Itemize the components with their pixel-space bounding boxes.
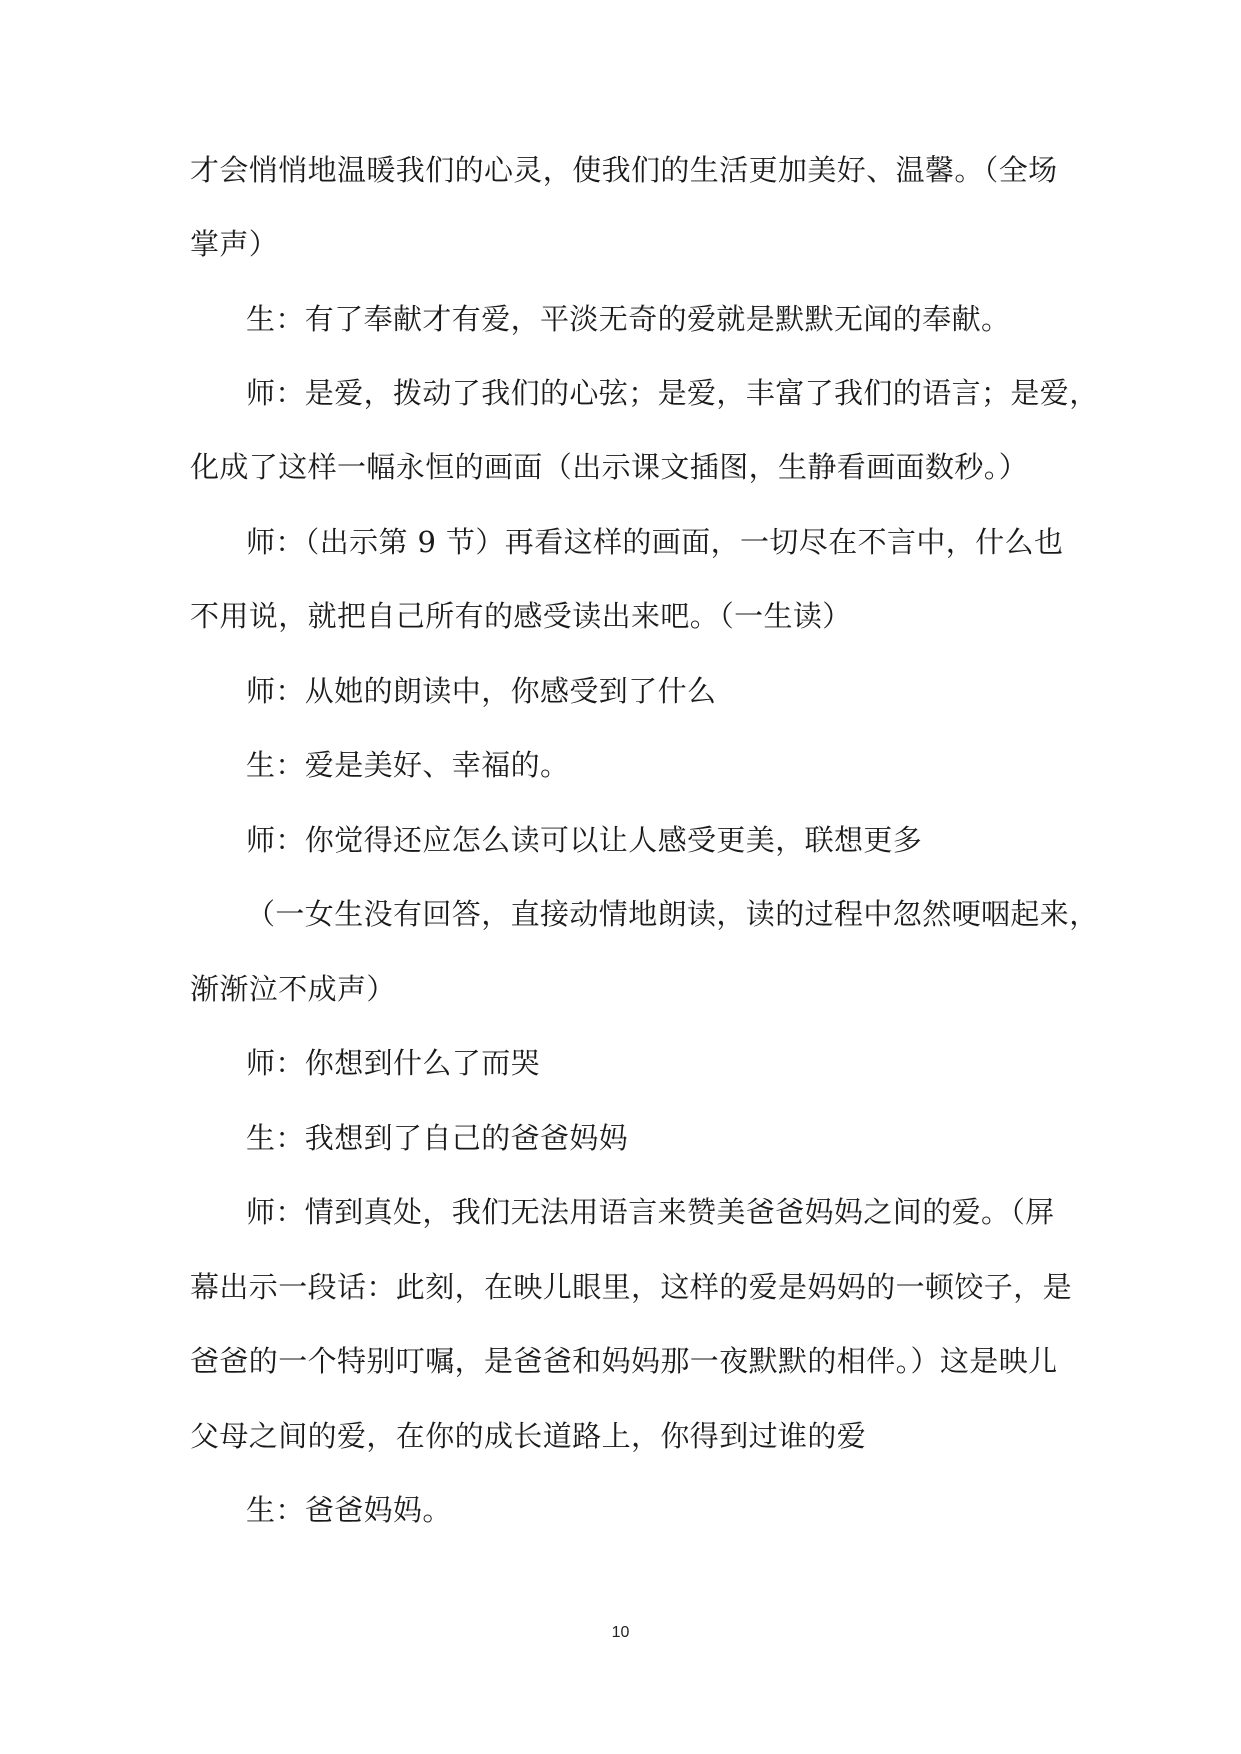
teacher-line: 师：是爱，拨动了我们的心弦；是爱，丰富了我们的语言；是爱， bbox=[246, 376, 1099, 410]
student-line: 生：爱是美好、幸福的。 bbox=[246, 748, 570, 782]
student-line: 生：我想到了自己的爸爸妈妈 bbox=[246, 1121, 629, 1155]
teacher-line: 师：（出示第 9 节）再看这样的画面，一切尽在不言中，什么也 bbox=[246, 525, 1064, 559]
teacher-line: 师：你想到什么了而哭 bbox=[246, 1046, 541, 1080]
text-line: 化成了这样一幅永恒的画面（出示课文插图，生静看画面数秒。） bbox=[190, 450, 1029, 484]
text-line: 才会悄悄地温暖我们的心灵，使我们的生活更加美好、温馨。（全场 bbox=[190, 153, 1058, 187]
text-line: 爸爸的一个特别叮嘱，是爸爸和妈妈那一夜默默的相伴。）这是映儿 bbox=[190, 1344, 1058, 1378]
student-line: 生：有了奉献才有爱，平淡无奇的爱就是默默无闻的奉献。 bbox=[246, 302, 1011, 336]
text-line: 幕出示一段话：此刻，在映儿眼里，这样的爱是妈妈的一顿饺子，是 bbox=[190, 1270, 1073, 1304]
teacher-line: 师：从她的朗读中，你感受到了什么 bbox=[246, 674, 717, 708]
text-line: 掌声） bbox=[190, 227, 279, 261]
teacher-line: 师：你觉得还应怎么读可以让人感受更美，联想更多 bbox=[246, 823, 923, 857]
student-line: 生：爸爸妈妈。 bbox=[246, 1493, 452, 1527]
teacher-line: 师：情到真处，我们无法用语言来赞美爸爸妈妈之间的爱。（屏 bbox=[246, 1195, 1055, 1229]
page-number: 10 bbox=[611, 1624, 630, 1641]
narration-line: （一女生没有回答，直接动情地朗读，读的过程中忽然哽咽起来， bbox=[246, 897, 1099, 931]
text-line: 父母之间的爱，在你的成长道路上，你得到过谁的爱 bbox=[190, 1419, 867, 1453]
text-line: 不用说，就把自己所有的感受读出来吧。（一生读） bbox=[190, 599, 852, 633]
text-line: 渐渐泣不成声） bbox=[190, 972, 396, 1006]
